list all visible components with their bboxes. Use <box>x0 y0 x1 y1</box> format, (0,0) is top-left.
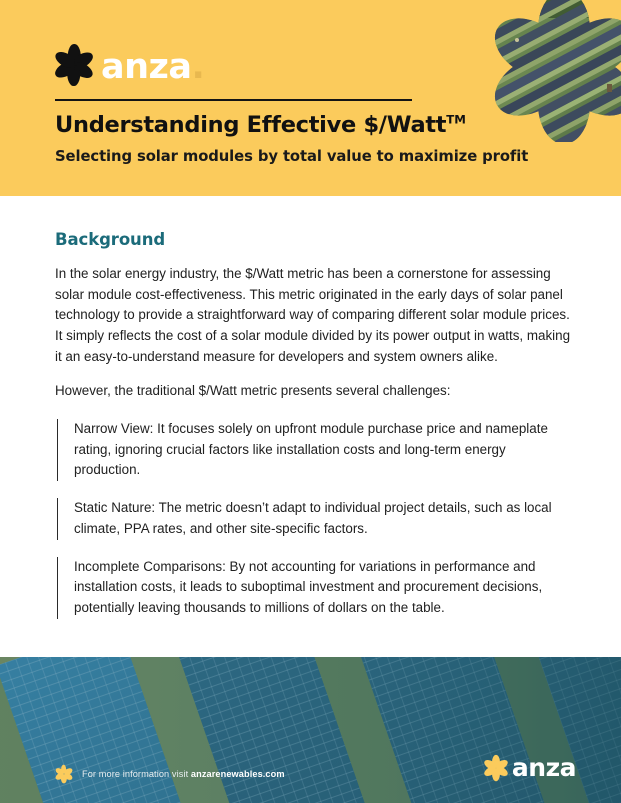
page-title-text: Understanding Effective $/Watt <box>55 112 447 138</box>
anza-flower-icon <box>55 46 93 84</box>
section-heading-background: Background <box>55 230 166 249</box>
challenge-item <box>57 498 573 539</box>
page-title <box>55 112 466 138</box>
challenges-list <box>57 419 573 619</box>
challenge-text: Incomplete Comparisons: By not accounting for variations in performance and installation costs, it leads to suboptimal investment and procurement decisions, potentially leaving thousands to millions of dollars on the table. <box>74 558 543 615</box>
body-paragraphs <box>55 264 573 401</box>
anza-wordmark <box>101 46 205 87</box>
anza-flower-icon <box>55 765 72 782</box>
paragraph: However, the traditional $/Watt metric presents several challenges: <box>55 382 451 398</box>
document-header <box>0 0 621 196</box>
footer-logo <box>484 755 576 780</box>
footer-wordmark: anza <box>511 753 576 782</box>
challenge-item <box>57 419 573 481</box>
header-flower-photo <box>489 0 621 142</box>
challenge-text: Narrow View: It focuses solely on upfront module purchase price and nameplate rating, ignoring crucial factors like installation costs and long-term energy production. <box>74 421 548 478</box>
document-footer <box>0 657 621 803</box>
anza-wordmark-dot: . <box>191 46 205 87</box>
footer-website-link[interactable]: anzarenewables.com <box>190 768 285 779</box>
anza-flower-icon <box>484 756 508 780</box>
footer-info-prefix: For more information visit <box>82 768 191 779</box>
page-subtitle: Selecting solar modules by total value to maximize profit <box>55 148 529 165</box>
challenge-item <box>57 557 573 619</box>
paragraph: In the solar energy industry, the $/Watt metric has been a cornerstone for assessing solar module cost-effectiveness. This metric originated in the early days of solar panel technology to provide a straightforward way of comparing different solar module prices. It simply reflects the cost of a solar module divided by its power output in watts, making it an easy-to-understand measure for developers and system owners alike. <box>55 266 571 364</box>
footer-info <box>55 765 285 782</box>
header-logo <box>55 46 205 87</box>
header-divider <box>55 99 412 101</box>
anza-wordmark-text: anza <box>101 46 192 87</box>
trademark-mark: TM <box>446 112 466 127</box>
footer-info-text <box>82 769 285 779</box>
challenge-text: Static Nature: The metric doesn’t adapt to individual project details, such as local climate, PPA rates, and other site-specific factors. <box>74 500 552 536</box>
